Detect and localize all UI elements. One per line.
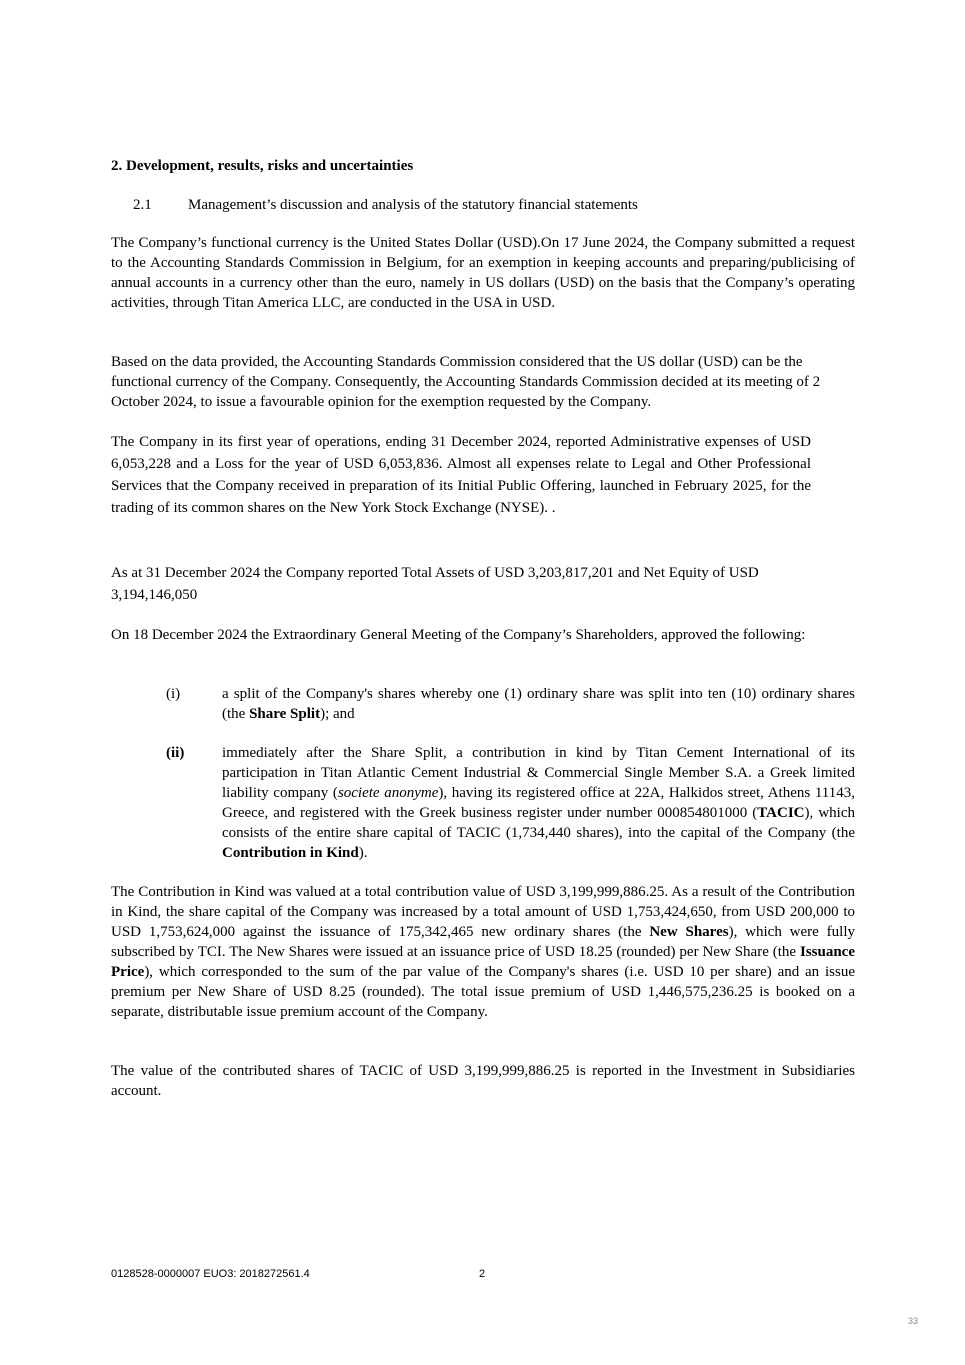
defined-term: New Shares — [649, 924, 729, 940]
paragraph-contribution-valuation — [111, 882, 855, 1022]
paragraph-text-segment: The Contribution in Kind was valued at a total contribution value of USD 3,199,999,886.25. As a result of the Contribution in Kind, the share capital of the Company was increased by a total amount of USD 1,753,424,650, from USD 200,000 to USD 1,753,624,000 against the issuance of 175,342,465 new ordinary shares (the — [111, 884, 855, 940]
list-marker: (ii) — [166, 745, 185, 761]
corner-page-number: 33 — [908, 1316, 919, 1326]
paragraph-text-segment: ), which were fully subscribed by TCI. The New Shares were issued at an issuance price of USD 18.25 (rounded) per New Share (the — [111, 924, 855, 960]
defined-term: Issuance Price — [111, 944, 855, 980]
list-text-segment: a split of the Company's shares whereby one (1) ordinary share was split into ten (10) ordinary shares (the — [222, 686, 855, 722]
subsection-number: 2.1 — [133, 197, 152, 213]
paragraph-first-year-results: The Company in its first year of operations, ending 31 December 2024, reported Administrative expenses of USD 6,053,228 and a Loss for the year of USD 6,053,836. Almost all expenses relate to Legal and Other Professional Services that the Company received in preparation of its Initial Public Offering, launched in February 2025, for the trading of its common shares on the New York Stock Exchange (NYSE). . — [111, 434, 811, 516]
defined-term: Share Split — [249, 706, 321, 722]
paragraph-commission-opinion: Based on the data provided, the Accounting Standards Commission considered that the US dollar (USD) can be the functional currency of the Company. Consequently, the Accounting Standards Commission decided at its meeting of 2 October 2024, to issue a favourable opinion for the exemption requested by the Company. — [111, 354, 821, 410]
subsection-title: Management’s discussion and analysis of the statutory financial statements — [188, 197, 638, 213]
list-text-segment: ), which consists of the entire share capital of TACIC (1,734,440 shares), into the capital of the Company (the — [222, 805, 855, 841]
paragraph-egm-approval: On 18 December 2024 the Extraordinary General Meeting of the Company’s Shareholders, approved the following: — [111, 627, 806, 643]
paragraph-investment-value: The value of the contributed shares of TACIC of USD 3,199,999,886.25 is reported in the Investment in Subsidiaries account. — [111, 1063, 855, 1099]
footer-page-number: 2 — [479, 1268, 486, 1280]
italic-term: societe anonyme — [337, 785, 439, 801]
paragraph-functional-currency: The Company’s functional currency is the United States Dollar (USD).On 17 June 2024, the Company submitted a request to the Accounting Standards Commission in Belgium, for an exemption in keeping accounts and preparing/publicising of annual accounts in a currency other than the euro, namely in US dollars (USD) on the basis that the Company’s operating activities, through Titan America LLC, are conducted in the USA in USD. — [111, 235, 855, 311]
list-text-segment: ), having its registered office at 22A, Halkidos street, Athens 11143, Greece, and registered with the Greek business register under number 000854801000 ( — [222, 785, 855, 821]
paragraph-total-assets: As at 31 December 2024 the Company reported Total Assets of USD 3,203,817,201 and Net Equity of USD 3,194,146,050 — [111, 565, 759, 603]
subsection-heading — [133, 195, 638, 215]
list-text-segment: ); and — [320, 706, 355, 722]
section-heading: 2. Development, results, risks and uncertainties — [111, 158, 414, 174]
paragraph-text-segment: ), which corresponded to the sum of the par value of the Company's shares (i.e. USD 10 per share) and an issue premium per New Share of USD 8.25 (rounded). The total issue premium of USD 1,446,575,236.25 is booked on a separate, distributable issue premium account of the Company. — [111, 964, 855, 1020]
list-item-text — [222, 684, 855, 724]
footer-document-reference: 0128528-0000007 EUO3: 2018272561.4 — [111, 1268, 310, 1280]
list-item-text — [222, 743, 855, 863]
defined-term: TACIC — [757, 805, 805, 821]
list-text-segment: ). — [358, 845, 368, 861]
list-marker: (i) — [166, 686, 181, 702]
list-text-segment: immediately after the Share Split, a contribution in kind by Titan Cement International of its participation in Titan Atlantic Cement Industrial & Commercial Single Member S.A. a Greek limited liability company ( — [222, 745, 855, 801]
defined-term: Contribution in Kind — [222, 845, 359, 861]
